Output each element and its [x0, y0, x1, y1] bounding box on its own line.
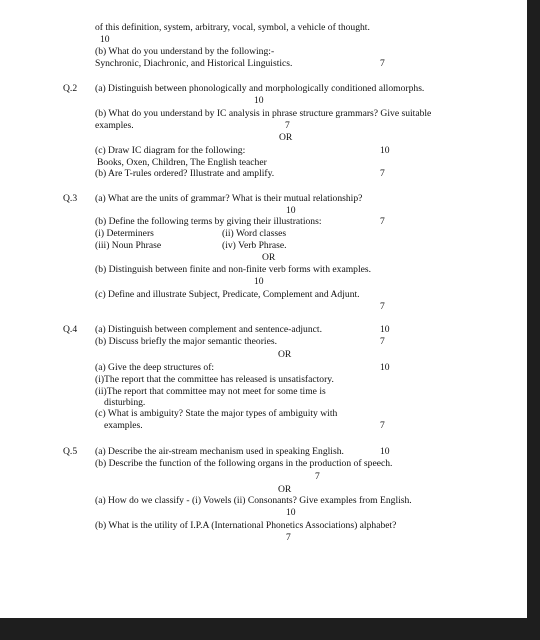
text-line: (b) What do you understand by IC analysis in phrase structure grammars? Give suitable [95, 108, 432, 119]
text-line: (a) Distinguish between complement and sentence-adjunct. [95, 324, 322, 335]
marks: 7 [285, 120, 290, 131]
question-number: Q.3 [63, 193, 78, 204]
text-line: (ii)The report that committee may not meet for some time is [95, 386, 326, 397]
marks: 10 [380, 362, 390, 373]
marks: 7 [286, 532, 291, 543]
text-line: Synchronic, Diachronic, and Historical Linguistics. [95, 58, 293, 69]
text-line: (i) Determiners [95, 228, 154, 239]
marks: 10 [380, 324, 390, 335]
text-line: examples. [95, 120, 134, 131]
or-separator: OR [278, 484, 292, 495]
text-line: (b) What do you understand by the following:- [95, 46, 275, 57]
text-line: (b) Discuss briefly the major semantic theories. [95, 336, 277, 347]
text-line: (a) What are the units of grammar? What is their mutual relationship? [95, 193, 363, 204]
marks: 10 [254, 276, 264, 287]
question-number: Q.5 [63, 446, 78, 457]
marks: 7 [315, 471, 320, 482]
text-line: Books, Oxen, Children, The English teacher [97, 157, 267, 168]
text-line: (b) What is the utility of I.P.A (International Phonetics Associations) alphabet? [95, 520, 397, 531]
text-line: (b) Describe the function of the following organs in the production of speech. [95, 458, 393, 469]
text-line: (c) Draw IC diagram for the following: [95, 145, 246, 156]
marks: 7 [380, 168, 385, 179]
or-separator: OR [278, 349, 292, 360]
vertical-scrollbar[interactable] [527, 0, 540, 640]
text-line: (a) Distinguish between phonologically and morphologically conditioned allomorphs. [95, 83, 425, 94]
text-line: (c) What is ambiguity? State the major types of ambiguity with [95, 408, 338, 419]
marks: 7 [380, 216, 385, 227]
or-separator: OR [279, 132, 293, 143]
marks: 10 [286, 507, 296, 518]
text-line: of this definition, system, arbitrary, vocal, symbol, a vehicle of thought. [95, 22, 370, 33]
question-number: Q.2 [63, 83, 78, 94]
marks: 10 [380, 446, 390, 457]
marks: 7 [380, 301, 385, 312]
marks: 7 [380, 336, 385, 347]
text-line: (iii) Noun Phrase [95, 240, 162, 251]
text-line: (b) Define the following terms by giving their illustrations: [95, 216, 322, 227]
marks: 10 [254, 95, 264, 106]
text-line: (ii) Word classes [222, 228, 287, 239]
marks: 10 [380, 145, 390, 156]
marks: 7 [380, 420, 385, 431]
marks: 10 [286, 205, 296, 216]
marks: 7 [380, 58, 385, 69]
text-line: (b) Are T-rules ordered? Illustrate and amplify. [95, 168, 275, 179]
text-line: (a) Give the deep structures of: [95, 362, 215, 373]
text-line: (a) Describe the air-stream mechanism used in speaking English. [95, 446, 344, 457]
text-line: (c) Define and illustrate Subject, Predicate, Complement and Adjunt. [95, 289, 360, 300]
text-line: (a) How do we classify - (i) Vowels (ii) Consonants? Give examples from English. [95, 495, 412, 506]
text-line: (iv) Verb Phrase. [222, 240, 287, 251]
question-number: Q.4 [63, 324, 78, 335]
text-line: (i)The report that the committee has released is unsatisfactory. [95, 374, 334, 385]
marks: 10 [100, 34, 110, 45]
text-line: disturbing. [104, 397, 146, 408]
text-line: examples. [104, 420, 143, 431]
text-line: (b) Distinguish between finite and non-finite verb forms with examples. [95, 264, 372, 275]
or-separator: OR [262, 252, 276, 263]
horizontal-scrollbar[interactable] [0, 618, 540, 640]
